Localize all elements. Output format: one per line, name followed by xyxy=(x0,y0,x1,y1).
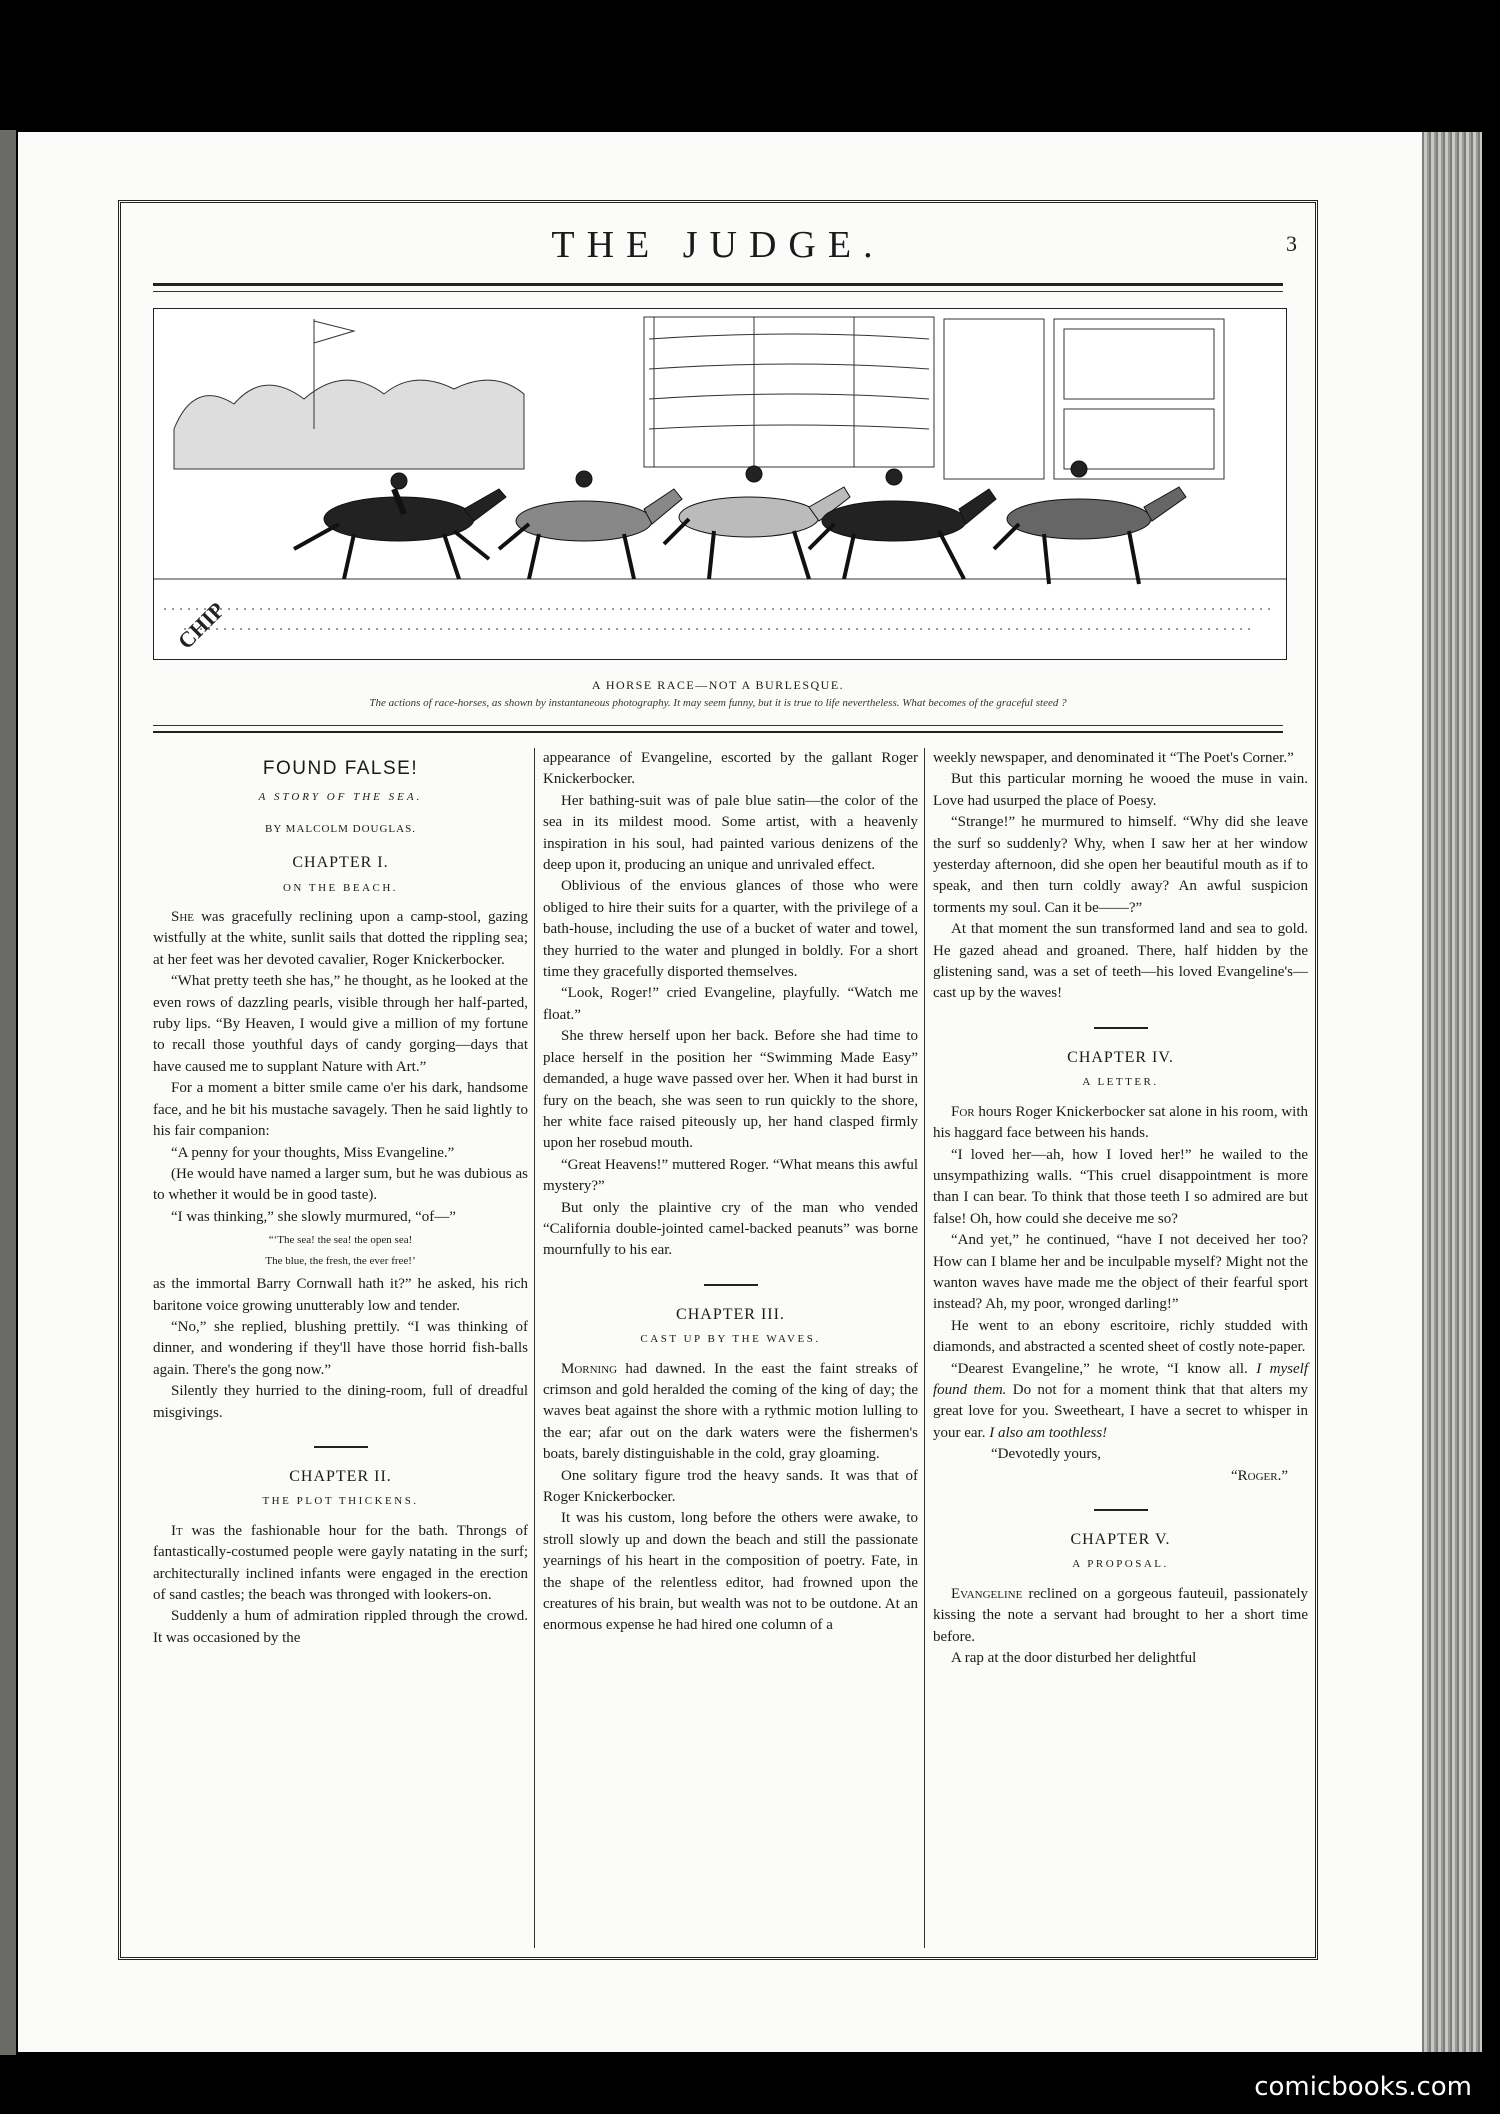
chapter-4-subtitle: A LETTER. xyxy=(1082,1076,1159,1089)
letter-closing: “Devotedly yours, xyxy=(991,1446,1101,1463)
chapter-1-title: CHAPTER I. xyxy=(292,854,389,872)
paragraph: He went to an ebony escritoire, richly studded with diamonds, and abstracted a scented sheet of costly note-paper. xyxy=(933,1317,1308,1356)
paragraph: “A penny for your thoughts, Miss Evangeline.” xyxy=(171,1144,455,1161)
paragraph: “Look, Roger!” cried Evangeline, playfully. “Watch me float.” xyxy=(543,985,918,1023)
chapter-3-subtitle: CAST UP BY THE WAVES. xyxy=(640,1333,821,1346)
page-number: 3 xyxy=(1286,231,1297,256)
paragraph: One solitary figure trod the heavy sands. It was that of Roger Knickerbocker. xyxy=(543,1467,918,1505)
section-separator xyxy=(1094,1509,1148,1511)
paragraph: At that moment the sun transformed land and sea to gold. He gazed ahead and groaned. There, half hidden by the glistening sand, was a set of teeth—his loved Evangeline's—cast up by the waves! xyxy=(933,921,1308,1002)
column-rule-2 xyxy=(924,748,925,1948)
paragraph: She was gracefully reclining upon a camp-stool, gazing wistfully at the white, sunlit sails that dotted the rippling sea; at her feet was her devoted cavalier, Roger Knickerbocker. xyxy=(153,909,528,968)
paragraph: Evangeline reclined on a gorgeous fauteuil, passionately kissing the note a servant had brought to her a short time before. xyxy=(933,1585,1308,1645)
section-separator xyxy=(704,1284,758,1286)
chapter-3-title: CHAPTER III. xyxy=(676,1305,785,1323)
chapter-5-title: CHAPTER V. xyxy=(1070,1531,1171,1548)
chapter-2-subtitle: THE PLOT THICKENS. xyxy=(262,1495,419,1508)
illustration-caption: A HORSE RACE—NOT A BURLESQUE. xyxy=(591,678,845,692)
paragraph: Her bathing-suit was of pale blue satin—the color of the sea in its mildest mood. Some artist, with a heavenly inspiration in his soul, had painted various denizens of the deep upon it, producing an unique and unrivaled effect. xyxy=(543,792,918,874)
paragraph: weekly newspaper, and denominated it “The Poet's Corner.” xyxy=(933,750,1294,766)
verse-line: The blue, the fresh, the ever free!’ xyxy=(265,1255,416,1268)
paragraph: A rap at the door disturbed her delightful xyxy=(951,1650,1197,1667)
story-title: FOUND FALSE! xyxy=(262,758,419,779)
masthead-rule xyxy=(153,283,1283,286)
section-separator xyxy=(1094,1027,1148,1029)
paragraph: “No,” she replied, blushing prettily. “I was thinking of dinner, and wondering if they'll have those horrid fish-balls again. There's the gong now.” xyxy=(153,1318,528,1378)
chapter-4-title: CHAPTER IV. xyxy=(1067,1048,1174,1066)
paragraph: But only the plaintive cry of the man who vended “California double-jointed camel-backed peanuts” was borne mournfully to his ear. xyxy=(543,1199,918,1259)
masthead-title: THE JUDGE. xyxy=(551,224,885,266)
story-byline: BY MALCOLM DOUGLAS. xyxy=(265,822,416,835)
paragraph: appearance of Evangeline, escorted by the gallant Roger Knickerbocker. xyxy=(543,750,918,788)
column-1 xyxy=(153,748,528,1649)
artist-signature: CHIP xyxy=(172,597,230,654)
book-edge xyxy=(1422,132,1482,2052)
paragraph: “Dearest Evangeline,” he wrote, “I know all. I myself found them. Do not for a moment think that that alters my great love for you. Sweetheart, I have a secret to whisper in your ear. I also am toothless! xyxy=(933,1360,1308,1441)
paragraph: “I was thinking,” she slowly murmured, “of—” xyxy=(171,1208,456,1225)
illustration-subcaption: The actions of race-horses, as shown by instantaneous photography. It may seem funny, but it is true to life nevertheless. What becomes of the graceful steed ? xyxy=(369,697,1067,709)
paragraph: Oblivious of the envious glances of those who were obliged to hire their suits for a quarter, with the privilege of a bath-house, including the use of a bucket of water and towel, they hurried to the water and plunged in boldly. For a short time they gracefully disported themselves. xyxy=(543,878,918,981)
paragraph: “What pretty teeth she has,” he thought, as he looked at the even rows of dazzling pearls, visible through her half-parted, ruby lips. “By Heaven, I would give a million of my fortune to recall those youthful days of candy gorging—days that have caused me to supplant Nature with Art.” xyxy=(153,973,528,1075)
paragraph: For a moment a bitter smile came o'er his dark, handsome face, and he bit his mustache savagely. Then he said lightly to his fair companion: xyxy=(153,1080,528,1140)
caption-rule-thick xyxy=(153,731,1283,733)
story-subtitle: A STORY OF THE SEA. xyxy=(258,791,423,804)
paragraph: Silently they hurried to the dining-room, full of dreadful misgivings. xyxy=(153,1383,528,1421)
paragraph: as the immortal Barry Cornwall hath it?” he asked, his rich baritone voice growing unutterably low and tender. xyxy=(153,1276,528,1314)
column-3 xyxy=(933,748,1308,1669)
paragraph: Morning had dawned. In the east the faint streaks of crimson and gold heralded the coming of the king of day; the waves beat against the shore with a rythmic motion lulling to the ear; afar out on the dark waters were the fishermen's boats, barely distinguishable in the cold, gray gloaming. xyxy=(543,1360,918,1463)
paragraph: It was the fashionable hour for the bath. Throngs of fantastically-costumed people were gayly natating in the surf; architecturally inclined infants were engaged in the erection of sand castles; the beach was thronged with lookers-on. xyxy=(153,1522,528,1603)
masthead-rule-thin xyxy=(153,291,1283,292)
paragraph: But this particular morning he wooed the muse in vain. Love had usurped the place of Poesy. xyxy=(933,771,1308,809)
left-page-edge xyxy=(0,130,16,2055)
chapter-2-title: CHAPTER II. xyxy=(289,1467,392,1485)
paragraph: “Great Heavens!” muttered Roger. “What means this awful mystery?” xyxy=(543,1156,918,1195)
paragraph: “Strange!” he murmured to himself. “Why did she leave the surf so suddenly? Why, when I saw her at her window yesterday afternoon, did she open her beautiful mouth as if to speak, and then turn coldly away? An awful suspicion torments my soul. Can it be——?” xyxy=(933,814,1308,916)
paragraph: It was his custom, long before the others were awake, to stroll slowly up and down the beach and still the passionate yearnings of his heart in the composition of poetry. Fate, in the shape of the relentless editor, had frowned upon the creatures of his brain, but wealth was not to be outdone. At an enormous expense he had hired one column of a xyxy=(543,1510,918,1634)
paragraph: She threw herself upon her back. Before she had time to place herself in the position her “Swimming Made Easy” demanded, a huge wave passed over her. When it had burst in fury on the beach, she was seen to run quickly to the shore, her white face raised piteously up, her hand clasped firmly upon her rosebud mouth. xyxy=(543,1028,918,1152)
paragraph: For hours Roger Knickerbocker sat alone in his room, with his haggard face between his hands. xyxy=(933,1103,1308,1142)
paragraph: Suddenly a hum of admiration rippled through the crowd. It was occasioned by the xyxy=(153,1608,528,1646)
chapter-5-subtitle: A PROPOSAL. xyxy=(1072,1558,1169,1571)
paragraph: (He would have named a larger sum, but he was dubious as to whether it would be in good taste). xyxy=(153,1165,528,1204)
paragraph: “I loved her—ah, how I loved her!” he wailed to the unsympathizing walls. “This cruel disappointment is more than I can bear. To think that those teeth I so admired are but false! Oh, how could she deceive me so? xyxy=(933,1146,1308,1227)
page-frame xyxy=(118,200,1318,1960)
column-2 xyxy=(543,748,918,1637)
letter-signature: “Roger.” xyxy=(1230,1467,1288,1484)
site-watermark: comicbooks.com xyxy=(1254,2072,1472,2102)
section-separator xyxy=(314,1446,368,1448)
column-rule-1 xyxy=(534,748,535,1948)
verse-line: “‘The sea! the sea! the open sea! xyxy=(268,1234,413,1247)
paragraph: “And yet,” he continued, “have I not deceived her too? How can I blame her and be inculpable myself? Might not the wanton waves have made me the object of their fearful sport instead? Ah, my poor, wronged darling!” xyxy=(933,1232,1308,1313)
caption-rule xyxy=(153,725,1283,726)
chapter-1-subtitle: ON THE BEACH. xyxy=(282,881,399,894)
horse-race-illustration xyxy=(153,308,1287,660)
